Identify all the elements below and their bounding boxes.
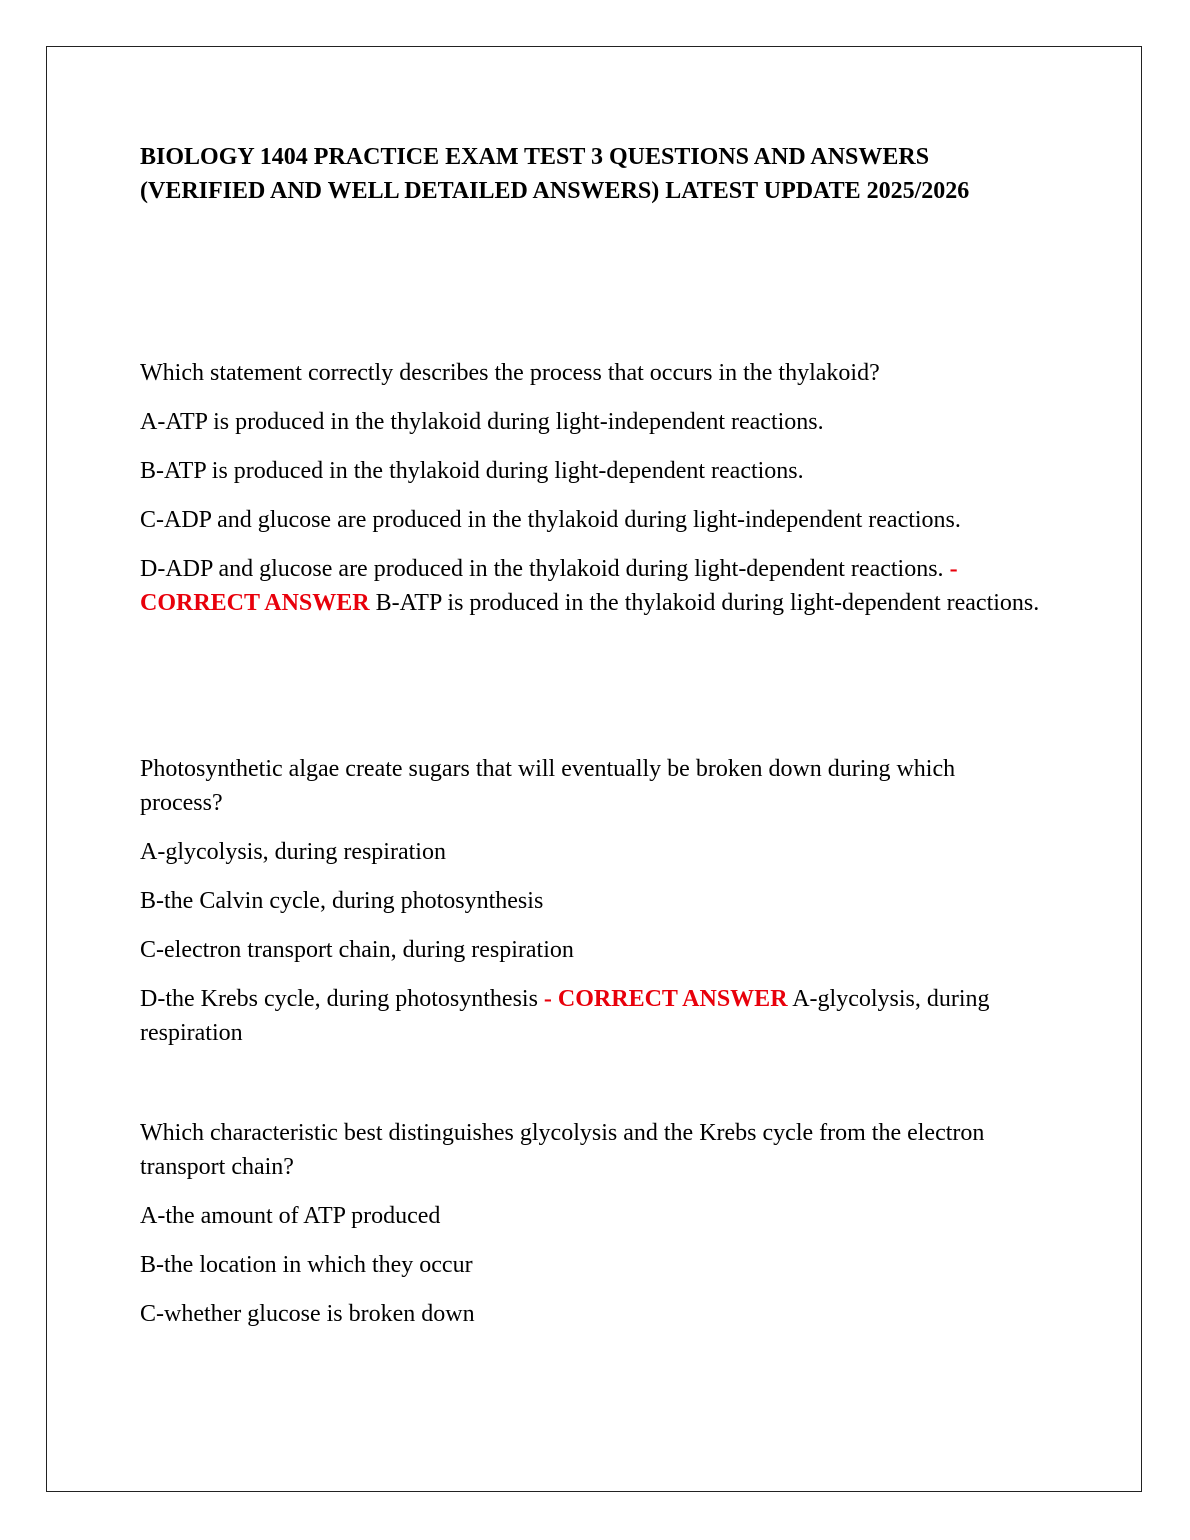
- correct-answer-label: - CORRECT ANSWER: [140, 556, 958, 616]
- option-b: B-the Calvin cycle, during photosynthesis: [140, 888, 544, 914]
- option-a: A-ATP is produced in the thylakoid during light-independent reactions.: [140, 409, 824, 435]
- answer-text: B-ATP is produced in the thylakoid during light-dependent reactions.: [375, 590, 1040, 616]
- option-c: C-ADP and glucose are produced in the thylakoid during light-independent reactions.: [140, 507, 961, 533]
- question-text: Which characteristic best distinguishes glycolysis and the Krebs cycle from the electron transport chain?: [140, 1120, 985, 1180]
- question-text: Photosynthetic algae create sugars that will eventually be broken down during which process?: [140, 756, 956, 816]
- option-a: A-the amount of ATP produced: [140, 1203, 441, 1229]
- question-1: [140, 356, 1040, 635]
- option-d: D-the Krebs cycle, during photosynthesis: [140, 986, 538, 1012]
- document-content: [140, 140, 1040, 1327]
- option-c: C-electron transport chain, during respiration: [140, 937, 574, 963]
- option-d-with-answer: [140, 552, 1040, 620]
- option-d-with-answer: [140, 982, 1040, 1050]
- option-b: B-the location in which they occur: [140, 1252, 473, 1278]
- option-c: C-whether glucose is broken down: [140, 1301, 475, 1327]
- question-2: [140, 752, 1040, 1065]
- option-d: D-ADP and glucose are produced in the thylakoid during light-dependent reactions.: [140, 556, 944, 582]
- question-text: Which statement correctly describes the process that occurs in the thylakoid?: [140, 360, 880, 386]
- answer-text: A-glycolysis, during respiration: [140, 986, 990, 1046]
- correct-answer-label: - CORRECT ANSWER: [543, 986, 788, 1012]
- question-3: [140, 1116, 1040, 1346]
- option-b: B-ATP is produced in the thylakoid during light-dependent reactions.: [140, 458, 804, 484]
- document-title: BIOLOGY 1404 PRACTICE EXAM TEST 3 QUESTIONS AND ANSWERS (VERIFIED AND WELL DETAILED ANSWERS) LATEST UPDATE 2025/2026: [140, 144, 970, 204]
- option-a: A-glycolysis, during respiration: [140, 839, 446, 865]
